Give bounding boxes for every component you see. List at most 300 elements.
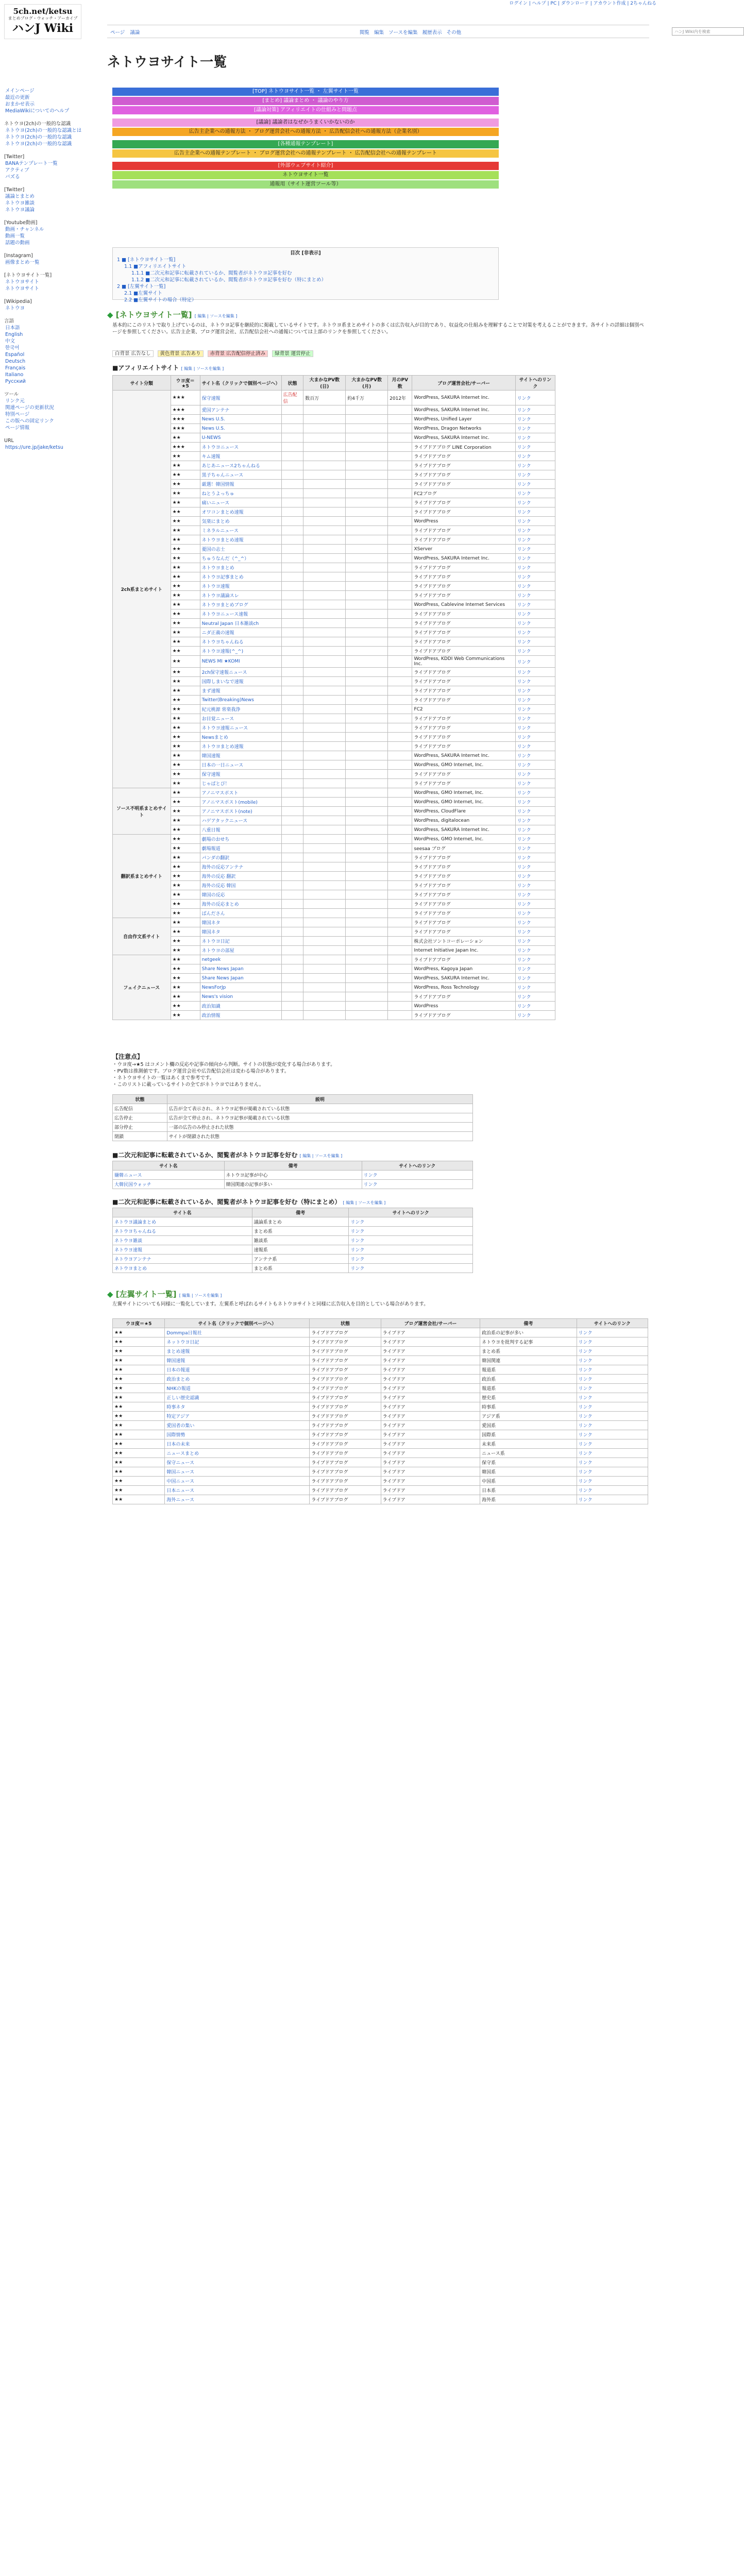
subsection-reprint-summary-edit-link[interactable]: [ 編集 | ソースを編集 ] [343,1200,386,1205]
page-title: ネトウヨサイト一覧 [107,55,227,70]
site-name-link[interactable]: 韓国ネタ [200,927,281,937]
table-cell [303,668,346,677]
table-link[interactable]: ネトウヨちゃんねる [113,1227,252,1236]
site-name-link[interactable]: ミネラルニュース [200,526,281,535]
tab-編集[interactable]: 編集 [374,30,384,36]
table-link[interactable]: リンク [577,1337,648,1347]
sidebar-link[interactable]: 動画一覧 [5,233,25,239]
site-link[interactable]: リンク [515,798,555,807]
tab-履歴表示[interactable]: 履歴表示 [422,30,442,36]
table-link[interactable]: 韓国ニュース [165,1467,310,1477]
table-link[interactable]: 大韓民国ウォッチ [113,1180,225,1189]
site-name-link[interactable]: 気楽にまとめ [200,517,281,526]
site-link[interactable]: リンク [515,461,555,470]
table-link[interactable]: 国際情勢 [165,1430,310,1439]
site-link[interactable]: リンク [515,656,555,668]
site-name-link[interactable]: ネトウヨ速報 [200,582,281,591]
tab-ページ[interactable]: ページ [110,30,125,36]
logo-line-1: 5ch.net/ketsu [13,7,73,16]
site-link[interactable]: リンク [515,992,555,1002]
nav-banner[interactable]: [外部ウェブサイト紹介] [112,162,499,170]
site-link[interactable]: リンク [515,554,555,563]
table-cell: WordPress, SAKURA Internet Inc. [412,751,515,760]
table-link[interactable]: 特定アジア [165,1412,310,1421]
nav-banner[interactable]: [議論] 議論者はなぜかうまくいかないのか [112,118,499,127]
nav-banner[interactable]: 広告主企業への通報方法 ・ ブログ運営会社への通報方法 ・ 広告配信会社への通報方法（企業名別） [112,128,499,136]
sidebar-link[interactable]: 한국어 [5,345,20,351]
site-name-link[interactable]: まず速報 [200,686,281,696]
site-link[interactable]: リンク [515,405,555,415]
site-link[interactable]: リンク [515,1011,555,1020]
site-name-link[interactable]: オワコンまとめ速報 [200,507,281,517]
sidebar-link[interactable]: リンク元 [5,398,25,404]
table-link[interactable]: ネトウヨ速報 [113,1245,252,1255]
table-link[interactable]: リンク [362,1171,472,1180]
nav-banner[interactable]: [まとめ] 議論まとめ ・ 議論のやり方 [112,97,499,105]
table-cell: ★★ [171,733,200,742]
site-link[interactable]: リンク [515,835,555,844]
site-link[interactable]: リンク [515,918,555,927]
site-name-link[interactable]: 痛いニュース [200,498,281,507]
table-cell [346,714,388,723]
table-link[interactable]: リンク [577,1384,648,1393]
site-link[interactable]: リンク [515,677,555,686]
table-row [113,1356,648,1365]
site-name-link[interactable]: アノニマスポスト(mobile) [200,798,281,807]
site-link[interactable]: リンク [515,881,555,890]
table-cell [346,668,388,677]
site-link[interactable]: リンク [515,760,555,770]
site-name-link[interactable]: 政治知識 [200,1002,281,1011]
tab-ソースを編集[interactable]: ソースを編集 [388,30,418,36]
site-link[interactable]: リンク [515,637,555,647]
site-name-link[interactable]: 八重日報 [200,825,281,835]
tab-閲覧[interactable]: 閲覧 [360,30,370,36]
site-name-link[interactable]: ネトウヨちゃんねる [200,637,281,647]
site-name-link[interactable]: 海外の反応まとめ [200,900,281,909]
table-link[interactable]: 日本ニュース [165,1486,310,1495]
site-link[interactable]: リンク [515,572,555,582]
site-link[interactable]: リンク [515,890,555,900]
site-name-link[interactable]: 韓国の反応 [200,890,281,900]
sidebar-link[interactable]: メインページ [5,88,35,94]
site-name-link[interactable]: ネトウヨ速報(^_^) [200,647,281,656]
site-link[interactable]: リンク [515,844,555,853]
section-left-edit-link[interactable]: [ 編集 | ソースを編集 ] [179,1293,222,1298]
table-link[interactable]: リンク [349,1245,473,1255]
table-link[interactable]: リンク [577,1356,648,1365]
table-cell [388,637,412,647]
table-link[interactable]: リンク [577,1375,648,1384]
site-name-link[interactable]: キム速報 [200,452,281,461]
site-link[interactable]: リンク [515,480,555,489]
site-name-link[interactable]: あじあニュース2ちゃんねる [200,461,281,470]
table-link[interactable]: リンク [362,1180,472,1189]
site-link[interactable]: リンク [515,816,555,825]
site-link[interactable]: リンク [515,900,555,909]
site-name-link[interactable]: Newsまとめ [200,733,281,742]
table-cell [388,992,412,1002]
site-link[interactable]: リンク [515,452,555,461]
site-name-link[interactable]: 政治情報 [200,1011,281,1020]
site-name-link[interactable]: 海外の反応 韓国 [200,881,281,890]
site-name-link[interactable]: ネトウヨまとめブログ [200,600,281,609]
site-link[interactable]: リンク [515,391,555,405]
table-cell [303,686,346,696]
site-link[interactable]: リンク [515,489,555,498]
site-link[interactable]: リンク [515,974,555,983]
table-cell: WordPress, SAKURA Internet Inc. [412,825,515,835]
sidebar-link[interactable]: バズる [5,174,20,180]
table-header: サイト名 [113,1161,225,1171]
table-cell: ライブドア [381,1486,480,1495]
toc-item[interactable]: 2.2 ■左翼サイトの場合（特定） [124,297,197,303]
site-name-link[interactable]: 保守速報 [200,770,281,779]
table-link[interactable]: リンク [577,1328,648,1337]
table-cell: ライブドアブログ [412,526,515,535]
site-link[interactable]: リンク [515,443,555,452]
table-cell [388,677,412,686]
sidebar-link[interactable]: ネトウヨサイト [5,279,39,285]
site-link[interactable]: リンク [515,535,555,545]
site-link[interactable]: リンク [515,1002,555,1011]
site-name-link[interactable]: 韓国ネタ [200,918,281,927]
nav-banner[interactable]: 通報用（サイト運営ツール等） [112,180,499,189]
site-name-link[interactable]: 憂国の志士 [200,545,281,554]
table-cell [281,733,303,742]
table-link[interactable]: リンク [577,1467,648,1477]
sidebar-link[interactable]: 中文 [5,338,15,344]
table-link[interactable]: 時事ネタ [165,1402,310,1412]
site-link[interactable]: リンク [515,609,555,619]
table-link[interactable]: ニュースまとめ [165,1449,310,1458]
table-link[interactable]: リンク [577,1365,648,1375]
site-link[interactable]: リンク [515,705,555,714]
table-link[interactable]: まとめ速報 [165,1347,310,1356]
site-link[interactable]: リンク [515,964,555,974]
site-name-link[interactable]: ネトウヨまとめ [200,563,281,572]
sidebar-link[interactable]: MediaWikiについてのヘルプ [5,108,70,114]
site-name-link[interactable]: NewsForJp [200,983,281,992]
sidebar-link[interactable]: Italiano [5,372,24,378]
table-cell [346,788,388,798]
table-link[interactable]: リンク [577,1458,648,1467]
sidebar-link[interactable]: Français [5,365,26,371]
table-cell: ★★ [113,1375,165,1384]
site-name-link[interactable]: Neutral Japan 日本雑談ch [200,619,281,628]
site-name-link[interactable]: 保守速報 [200,391,281,405]
site-link[interactable]: リンク [515,696,555,705]
table-cell: アンテナ系 [252,1255,349,1264]
sidebar-link[interactable]: https://ure.jp/jake/ketsu [5,445,63,450]
table-link[interactable]: リンク [349,1236,473,1245]
search-input[interactable]: ハンJ Wiki内を検索 [672,27,744,36]
table-link[interactable]: リンク [577,1421,648,1430]
site-link[interactable]: リンク [515,714,555,723]
nav-banner[interactable]: [各種通報テンプレート] [112,140,499,148]
table-link[interactable]: リンク [577,1393,648,1402]
site-link[interactable]: リンク [515,507,555,517]
toc-item[interactable]: 1.1 ■アフィリエイトサイト [124,264,187,269]
site-name-link[interactable]: netgeek [200,955,281,964]
site-link[interactable]: リンク [515,983,555,992]
toc-item[interactable]: 2.1 ■左翼サイト [124,291,162,296]
site-name-link[interactable]: NEWS MI ★KOMI [200,656,281,668]
table-link[interactable]: 嫌韓ニュース [113,1171,225,1180]
site-link[interactable]: リンク [515,788,555,798]
sidebar-link[interactable]: Español [5,352,25,358]
site-link[interactable]: リンク [515,955,555,964]
site-link[interactable]: リンク [515,619,555,628]
site-link[interactable]: リンク [515,563,555,572]
sidebar-link[interactable]: 日本語 [5,325,20,331]
table-link[interactable]: 中国ニュース [165,1477,310,1486]
top-user-bar[interactable]: ログイン | ヘルプ | PC | ダウンロード | アカウント作成 | 2ちゃんねる [509,1,656,6]
table-link[interactable]: 愛国者の集い [165,1421,310,1430]
site-link[interactable]: リンク [515,582,555,591]
table-row [113,816,555,825]
table-link[interactable]: リンク [349,1255,473,1264]
site-name-link[interactable]: ネトウヨ記事まとめ [200,572,281,582]
tab-議論[interactable]: 議論 [130,30,140,36]
table-link[interactable]: Dommpa日報社 [165,1328,310,1337]
site-link[interactable]: リンク [515,937,555,946]
sidebar-link[interactable]: ページ情報 [5,425,30,431]
site-name-link[interactable]: パンダの翻訳 [200,853,281,862]
site-name-link[interactable]: 日本の一日ニュース [200,760,281,770]
sidebar-link[interactable]: 話題の動画 [5,240,30,246]
table-link[interactable]: リンク [349,1217,473,1227]
table-row [113,600,555,609]
site-link[interactable]: リンク [515,668,555,677]
site-name-link[interactable]: ネトウヨニュース速報 [200,609,281,619]
table-link[interactable]: リンク [577,1430,648,1439]
table-row [113,424,555,433]
table-cell: ライブドアブログ [310,1402,381,1412]
table-cell: ライブドアブログ [310,1375,381,1384]
site-link[interactable]: リンク [515,927,555,937]
site-link[interactable]: リンク [515,415,555,424]
nav-banner[interactable]: [議論対策] アフィリエイトの仕組みと問題点 [112,106,499,114]
site-name-link[interactable]: 黒子ちゃんニュース [200,470,281,480]
site-link[interactable]: リンク [515,733,555,742]
site-logo[interactable] [4,4,81,39]
notes-body [112,1061,648,1088]
site-link[interactable]: リンク [515,779,555,788]
sidebar-link[interactable]: ネトウヨ(2ch)の一般的な認識とは [5,128,82,133]
site-name-link[interactable]: ネトウヨ速報ニュース [200,723,281,733]
table-link[interactable]: リンク [577,1439,648,1449]
site-name-link[interactable]: お目覚ニュース [200,714,281,723]
table-cell [281,918,303,927]
site-link[interactable]: リンク [515,433,555,443]
site-link[interactable]: リンク [515,770,555,779]
table-cell [388,760,412,770]
toc-item[interactable]: 1.1.2 ■二次元和記事に転載されているか、閲覧者がネトウヨ記事を好む（特にまとめ） [131,277,327,283]
nav-banner[interactable]: ネトウヨサイト一覧 [112,171,499,179]
table-cell [346,554,388,563]
site-name-link[interactable]: アノニマスポスト [200,788,281,798]
site-name-link[interactable]: 国際しまいなで速報 [200,677,281,686]
site-link[interactable]: リンク [515,807,555,816]
site-name-link[interactable]: 海外の反応 翻訳 [200,872,281,881]
site-link[interactable]: リンク [515,628,555,637]
table-link[interactable]: 保守ニュース [165,1458,310,1467]
sidebar-link[interactable]: 動画・チャンネル [5,227,44,232]
site-link[interactable]: リンク [515,470,555,480]
site-name-link[interactable]: ハゲアタックニュース [200,816,281,825]
site-name-link[interactable]: ネトウヨの部屋 [200,946,281,955]
table-cell: ★★ [113,1384,165,1393]
table-cell: ライブドアブログ [412,668,515,677]
site-link[interactable]: リンク [515,853,555,862]
table-cell: ライブドアブログ [310,1458,381,1467]
site-name-link[interactable]: ぱんださん [200,909,281,918]
table-link[interactable]: ネトウヨ雑談 [113,1236,252,1245]
site-link[interactable]: リンク [515,526,555,535]
sidebar-link[interactable]: ネトウヨ [5,306,25,311]
table-cell: ライブドアブログ [412,770,515,779]
table-link[interactable]: リンク [577,1347,648,1356]
sidebar-link[interactable]: ネトウヨサイト [5,286,39,292]
table-link[interactable]: NHKの報道 [165,1384,310,1393]
table-cell [281,609,303,619]
site-name-link[interactable]: Twitter(Breaking)News [200,696,281,705]
site-link[interactable]: リンク [515,545,555,554]
section-netouyo-edit-link[interactable]: [ 編集 | ソースを編集 ] [194,314,238,318]
site-link[interactable]: リンク [515,751,555,760]
site-name-link[interactable]: 愛国アンテナ [200,405,281,415]
table-link[interactable]: 海外ニュース [165,1495,310,1504]
table-link[interactable]: 正しい歴史認識 [165,1393,310,1402]
sidebar-link[interactable]: 最近の更新 [5,95,30,100]
site-link[interactable]: リンク [515,686,555,696]
site-name-link[interactable]: U-NEWS [200,433,281,443]
table-link[interactable]: リンク [577,1412,648,1421]
toc-item[interactable]: 1 ■ [ネトウヨサイト一覧] [117,257,176,263]
site-link[interactable]: リンク [515,424,555,433]
sidebar-link[interactable]: English [5,332,23,337]
site-link[interactable]: リンク [515,862,555,872]
table-link[interactable]: リンク [577,1449,648,1458]
site-name-link[interactable]: Share News Japan [200,964,281,974]
site-link[interactable]: リンク [515,825,555,835]
sidebar-link[interactable]: ネトウヨ議論 [5,207,35,213]
sidebar-link[interactable]: 議論とまとめ [5,194,35,199]
site-link[interactable]: リンク [515,591,555,600]
site-name-link[interactable]: 2ch保守速報ニュース [200,668,281,677]
sidebar-link[interactable]: ネトウヨ(2ch)の一般的な認識 [5,141,72,147]
table-cell: ★★ [113,1393,165,1402]
site-link[interactable]: リンク [515,946,555,955]
table-link[interactable]: 政治まとめ [165,1375,310,1384]
sidebar-link[interactable]: おまかせ表示 [5,101,35,107]
site-link[interactable]: リンク [515,872,555,881]
site-name-link[interactable]: News U.S. [200,415,281,424]
tab-その他[interactable]: その他 [446,30,462,36]
site-name-link[interactable]: ネトウヨまとめ速報 [200,535,281,545]
table-row [113,937,555,946]
sidebar-link[interactable]: BANAテンプレート一覧 [5,161,58,166]
table-cell: ライブドアブログ [412,686,515,696]
sidebar-link[interactable]: ネトウヨ雑談 [5,200,35,206]
table-link[interactable]: ネトウヨまとめ [113,1264,252,1273]
toc-item[interactable]: 2 ■ [左翼サイト一覧] [117,284,166,290]
site-name-link[interactable]: ネトウヨまとめ速報 [200,742,281,751]
nav-banner[interactable]: 広告主企業への通報テンプレート ・ ブログ運営会社への通報テンプレート ・ 広告配信会社への通報テンプレート [112,149,499,158]
sidebar-link[interactable]: 特別ページ [5,412,30,417]
site-name-link[interactable]: 海外の反応アンテナ [200,862,281,872]
table-link[interactable]: ネットウヨ日記 [165,1337,310,1347]
table-link[interactable]: リンク [577,1495,648,1504]
subsection-affiliate-edit-link[interactable]: [ 編集 | ソースを編集 ] [181,366,224,371]
sidebar-link[interactable]: ネトウヨ(2ch)の一般的な認識 [5,134,72,140]
toc-item[interactable]: 1.1.1 ■二次元和記事に転載されているか、閲覧者がネトウヨ記事を好む [131,270,292,276]
table-link[interactable]: リンク [577,1477,648,1486]
sidebar-link[interactable]: この版への固定リンク [5,418,54,424]
site-name-link[interactable]: ネトウヨ議論スレ [200,591,281,600]
site-link[interactable]: リンク [515,909,555,918]
subsection-reprint-edit-link[interactable]: [ 編集 | ソースを編集 ] [299,1154,343,1158]
table-cell [281,572,303,582]
site-link[interactable]: リンク [515,517,555,526]
site-name-link[interactable]: じゃぱとぴ！ [200,779,281,788]
table-link[interactable]: リンク [577,1486,648,1495]
site-name-link[interactable]: Share News Japan [200,974,281,983]
table-link[interactable]: リンク [349,1264,473,1273]
sidebar-link[interactable]: Deutsch [5,359,26,364]
site-name-link[interactable]: 劇場のおせち [200,835,281,844]
table-cell: ★★ [113,1412,165,1421]
sidebar-link[interactable]: 画像まとめ一覧 [5,260,40,265]
table-link[interactable]: リンク [577,1402,648,1412]
table-link[interactable]: ネトウヨ議論まとめ [113,1217,252,1227]
table-link[interactable]: 韓国速報 [165,1356,310,1365]
site-name-link[interactable]: 韓国速報 [200,751,281,760]
table-link[interactable]: ネトウヨアンテナ [113,1255,252,1264]
site-name-link[interactable]: ちゅうなんだ（^_^） [200,554,281,563]
sidebar-link[interactable]: 関連ページの更新状況 [5,405,54,411]
site-name-link[interactable]: ニダ正義の速報 [200,628,281,637]
site-link[interactable]: リンク [515,600,555,609]
site-name-link[interactable]: 紀元桃源 常楽我浄 [200,705,281,714]
site-name-link[interactable]: News's vision [200,992,281,1002]
table-cell: ★★ [171,582,200,591]
site-name-link[interactable]: News U.S. [200,424,281,433]
site-link[interactable]: リンク [515,498,555,507]
sidebar-link[interactable]: アクティブ [5,167,29,173]
table-link[interactable]: リンク [349,1227,473,1236]
site-link[interactable]: リンク [515,647,555,656]
table-cell [388,619,412,628]
table-link[interactable]: 日本の報道 [165,1365,310,1375]
site-name-link[interactable]: ネトウヨ日記 [200,937,281,946]
table-cell: ★★ [171,983,200,992]
site-link[interactable]: リンク [515,723,555,733]
site-name-link[interactable]: ねとうよっちゅ [200,489,281,498]
nav-banner[interactable]: [TOP] ネトウヨサイト一覧 ・ 左翼サイト一覧 [112,88,499,96]
table-row [113,853,555,862]
site-name-link[interactable]: アノニマスポスト(note) [200,807,281,816]
site-link[interactable]: リンク [515,742,555,751]
table-link[interactable]: 日本の未来 [165,1439,310,1449]
site-name-link[interactable]: ネトウヨニュース [200,443,281,452]
sidebar-link[interactable]: Русский [5,379,26,384]
site-name-link[interactable]: 劇場報道 [200,844,281,853]
logo-line-2: まとめブログ・ウォッチ・アーカイブ [8,16,78,21]
site-name-link[interactable]: 厳選！韓国情報 [200,480,281,489]
table-cell: ライブドア [381,1439,480,1449]
